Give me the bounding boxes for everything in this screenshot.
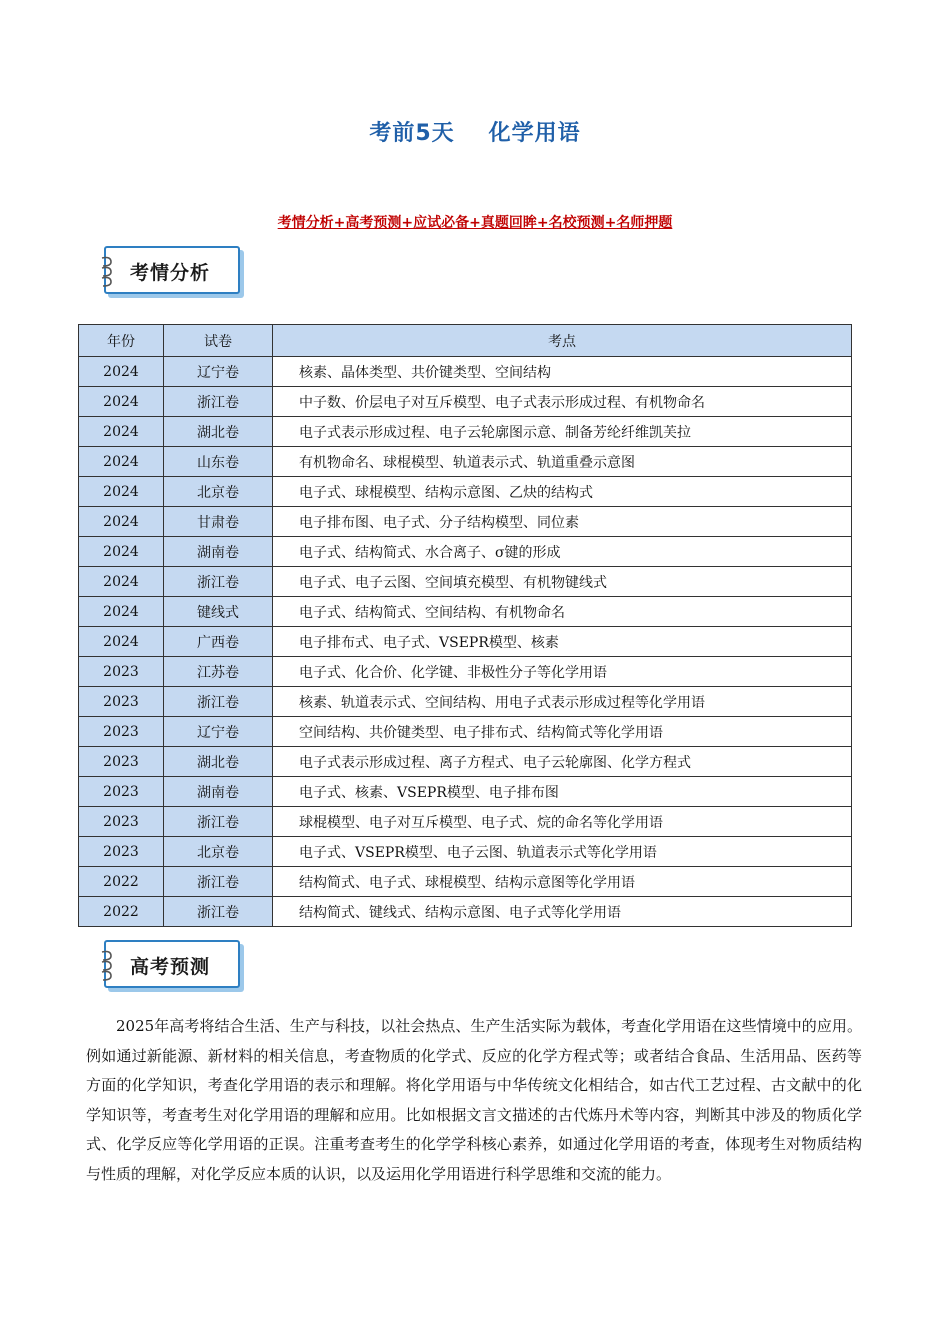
cell-year: 2024 [79,507,164,537]
page-title-part1: 考前5天 [369,121,455,146]
cell-points: 电子式表示形成过程、电子云轮廓图示意、制备芳纶纤维凯芙拉 [273,417,852,447]
table-header-row [79,325,852,357]
cell-paper: 辽宁卷 [164,717,273,747]
cell-year: 2024 [79,567,164,597]
cell-paper: 浙江卷 [164,387,273,417]
cell-year: 2023 [79,837,164,867]
cell-paper: 湖南卷 [164,777,273,807]
cell-paper: 湖南卷 [164,537,273,567]
table-row [79,747,852,777]
cell-year: 2023 [79,717,164,747]
table-row [79,417,852,447]
cell-paper: 湖北卷 [164,417,273,447]
table-row [79,387,852,417]
cell-paper: 键线式 [164,597,273,627]
cell-year: 2023 [79,687,164,717]
table-row [79,627,852,657]
cell-paper: 浙江卷 [164,567,273,597]
table-row [79,897,852,927]
cell-paper: 辽宁卷 [164,357,273,387]
cell-points: 中子数、价层电子对互斥模型、电子式表示形成过程、有机物命名 [273,387,852,417]
cell-points: 核素、轨道表示式、空间结构、用电子式表示形成过程等化学用语 [273,687,852,717]
table-row [79,867,852,897]
cell-points: 电子式、结构简式、空间结构、有机物命名 [273,597,852,627]
cell-year: 2022 [79,897,164,927]
table-row [79,357,852,387]
cell-points: 电子式、电子云图、空间填充模型、有机物键线式 [273,567,852,597]
table-row [79,507,852,537]
analysis-section-tag [104,246,240,294]
cell-year: 2024 [79,387,164,417]
cell-year: 2024 [79,537,164,567]
cell-year: 2023 [79,807,164,837]
cell-points: 电子式、VSEPR模型、电子云图、轨道表示式等化学用语 [273,837,852,867]
cell-points: 电子排布图、电子式、分子结构模型、同位素 [273,507,852,537]
table-row [79,837,852,867]
cell-points: 核素、晶体类型、共价键类型、空间结构 [273,357,852,387]
cell-points: 有机物命名、球棍模型、轨道表示式、轨道重叠示意图 [273,447,852,477]
header-year: 年份 [79,325,164,357]
cell-points: 电子式、核素、VSEPR模型、电子排布图 [273,777,852,807]
cell-points: 电子式、化合价、化学键、非极性分子等化学用语 [273,657,852,687]
table-row [79,597,852,627]
table-row [79,807,852,837]
cell-points: 球棍模型、电子对互斥模型、电子式、烷的命名等化学用语 [273,807,852,837]
page-title [0,116,950,147]
cell-paper: 北京卷 [164,477,273,507]
section-subtitle: 考情分析+高考预测+应试必备+真题回眸+名校预测+名师押题 [277,215,673,231]
cell-paper: 江苏卷 [164,657,273,687]
cell-points: 电子式表示形成过程、离子方程式、电子云轮廓图、化学方程式 [273,747,852,777]
cell-year: 2024 [79,477,164,507]
cell-year: 2023 [79,777,164,807]
cell-year: 2023 [79,747,164,777]
page-title-part2: 化学用语 [488,121,581,146]
table-row [79,717,852,747]
table-row [79,447,852,477]
cell-year: 2022 [79,867,164,897]
binder-rings-icon [99,948,115,984]
cell-year: 2024 [79,417,164,447]
cell-paper: 甘肃卷 [164,507,273,537]
prediction-section-tag [104,940,240,988]
cell-paper: 北京卷 [164,837,273,867]
cell-year: 2024 [79,627,164,657]
table-row [79,567,852,597]
cell-paper: 浙江卷 [164,867,273,897]
cell-year: 2024 [79,447,164,477]
cell-points: 电子式、结构简式、水合离子、σ键的形成 [273,537,852,567]
table-body [79,357,852,927]
binder-rings-icon [99,254,115,290]
table-row [79,657,852,687]
cell-points: 电子式、球棍模型、结构示意图、乙炔的结构式 [273,477,852,507]
cell-year: 2024 [79,357,164,387]
prediction-paragraph: 2025年高考将结合生活、生产与科技，以社会热点、生产生活实际为载体，考查化学用语在这些情境中的应用。例如通过新能源、新材料的相关信息，考查物质的化学式、反应的化学方程式等；或者结合食品、生活用品、医药等方面的化学知识，考查化学用语的表示和理解。将化学用语与中华传统文化相结合，如古代工艺过程、古文献中的化学知识等，考查考生对化学用语的理解和应用。比如根据文言文描述的古代炼丹术等内容，判断其中涉及的物质化学式、化学反应等化学用语的正误。注重考查考生的化学学科核心素养，如通过化学用语的考查，体现考生对物质结构与性质的理解，对化学反应本质的认识，以及运用化学用语进行科学思维和交流的能力。 [86,1017,862,1183]
cell-paper: 广西卷 [164,627,273,657]
cell-paper: 山东卷 [164,447,273,477]
exam-analysis-table [78,324,852,927]
cell-points: 电子排布式、电子式、VSEPR模型、核素 [273,627,852,657]
cell-paper: 浙江卷 [164,897,273,927]
header-paper: 试卷 [164,325,273,357]
cell-points: 结构简式、电子式、球棍模型、结构示意图等化学用语 [273,867,852,897]
analysis-section-label: 考情分析 [130,262,211,284]
cell-points: 空间结构、共价键类型、电子排布式、结构简式等化学用语 [273,717,852,747]
cell-points: 结构简式、键线式、结构示意图、电子式等化学用语 [273,897,852,927]
prediction-section-label: 高考预测 [130,956,211,978]
cell-paper: 浙江卷 [164,687,273,717]
cell-year: 2024 [79,597,164,627]
cell-year: 2023 [79,657,164,687]
table-row [79,537,852,567]
table-row [79,687,852,717]
table-row [79,777,852,807]
cell-paper: 湖北卷 [164,747,273,777]
header-points: 考点 [273,325,852,357]
cell-paper: 浙江卷 [164,807,273,837]
table-row [79,477,852,507]
